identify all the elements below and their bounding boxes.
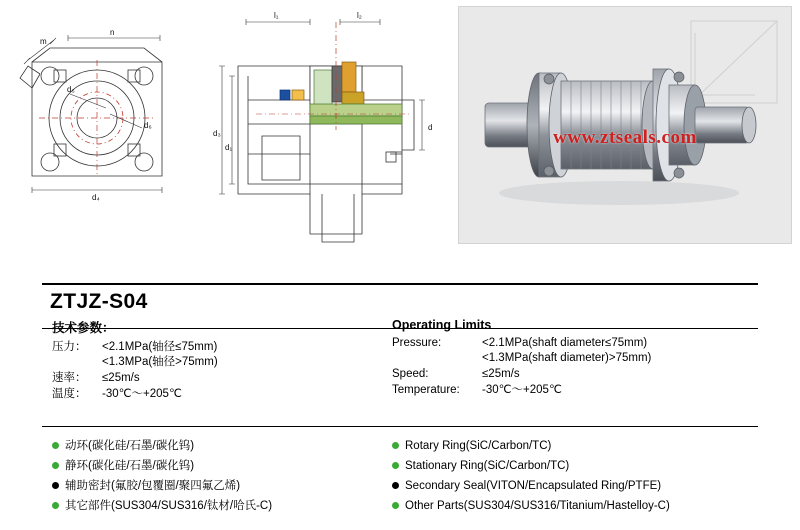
spec-values-temperature-cn [98, 387, 392, 402]
spec-heading-chinese: 技术参数： [52, 321, 115, 335]
page-bottom-margin [0, 522, 800, 530]
dim-label-d6: d₆ [144, 121, 152, 130]
spec-values-temperature-en [478, 383, 762, 398]
spec-row-speed-cn [52, 371, 392, 386]
list-item [52, 456, 392, 476]
spec-label-speed-cn: 速率： [52, 372, 87, 384]
spec-value: <1.3MPa(shaft diameter)>75mm) [482, 352, 652, 364]
list-item [52, 436, 392, 456]
illustration-area [0, 0, 800, 258]
list-item-label: Rotary Ring(SiC/Carbon/TC) [405, 440, 552, 452]
list-item [392, 456, 792, 476]
list-item [392, 436, 792, 456]
spec-values-speed-en [478, 367, 762, 382]
bullet-icon [52, 462, 59, 469]
bullet-icon [392, 442, 399, 449]
bullet-icon [392, 462, 399, 469]
spec-label-temperature-cn: 温度： [52, 388, 87, 400]
spec-values-pressure-cn [98, 340, 392, 370]
divider-top [42, 283, 758, 285]
product-photo-panel [458, 6, 792, 244]
page-title: ZTJZ-S04 [50, 290, 148, 313]
bullet-icon [392, 482, 399, 489]
bullet-icon [52, 442, 59, 449]
spec-column-english [392, 318, 762, 399]
list-item [52, 476, 392, 496]
material-list-chinese [52, 436, 392, 516]
dim-label-d5: d₅ [67, 85, 75, 94]
spec-label-pressure-en: Pressure: [392, 337, 442, 349]
list-item-label: 其它部件(SUS304/SUS316/钛材/哈氏-C) [65, 500, 273, 512]
material-list-english [392, 436, 792, 516]
spec-values-pressure-en [478, 336, 762, 366]
spec-label-speed-en: Speed: [392, 368, 429, 380]
spec-value: <1.3MPa(轴径>75mm) [102, 356, 218, 368]
bullet-icon [52, 482, 59, 489]
spec-value: -30℃～+205℃ [102, 388, 182, 400]
spec-value: <2.1MPa(轴径≤75mm) [102, 341, 218, 353]
technical-drawing [10, 4, 450, 254]
dim-label-l1: l₁ [274, 11, 279, 20]
spec-row-temperature-cn [52, 387, 392, 402]
list-item [392, 476, 792, 496]
bullet-icon [392, 502, 399, 509]
bullet-icon [52, 502, 59, 509]
spec-value: ≤25m/s [102, 372, 140, 384]
spec-column-chinese [52, 318, 392, 403]
dim-label-m: m [40, 37, 47, 46]
list-item-label: 动环(碳化硅/石墨/碳化钨) [65, 440, 195, 452]
spec-label-temperature-en: Temperature: [392, 384, 460, 396]
dim-label-n: n [110, 28, 115, 37]
list-item-label: Other Parts(SUS304/SUS316/Titanium/Hastelloy-C) [405, 500, 670, 512]
spec-row-temperature-en [392, 383, 762, 398]
spec-row-pressure-cn [52, 340, 392, 370]
dim-label-d: d [428, 123, 433, 132]
list-item [392, 496, 792, 516]
list-item-label: Secondary Seal(VITON/Encapsulated Ring/PTFE) [405, 480, 662, 492]
spec-row-pressure-en [392, 336, 762, 366]
list-item-label: 静环(碳化硅/石墨/碳化钨) [65, 460, 195, 472]
spec-label-pressure-cn: 压力： [52, 341, 87, 353]
dim-label-d1: d₁ [225, 143, 233, 152]
divider-bottom [42, 426, 758, 427]
dim-label-l2: l₂ [357, 11, 362, 20]
dim-label-d3: d₃ [213, 129, 221, 138]
spec-value: ≤25m/s [482, 368, 520, 380]
spec-values-speed-cn [98, 371, 392, 386]
list-item-label: 辅助密封(氟胶/包覆圈/聚四氟乙烯) [65, 480, 241, 492]
watermark-text: www.ztseals.com [553, 127, 697, 148]
list-item [52, 496, 392, 516]
spec-heading-english: Operating Limits [392, 318, 492, 332]
spec-value: -30℃～+205℃ [482, 384, 562, 396]
dim-label-d4: d₄ [92, 193, 100, 202]
list-item-label: Stationary Ring(SiC/Carbon/TC) [405, 460, 570, 472]
spec-row-speed-en [392, 367, 762, 382]
spec-value: <2.1MPa(shaft diameter≤75mm) [482, 337, 648, 349]
product-photo [459, 7, 791, 243]
